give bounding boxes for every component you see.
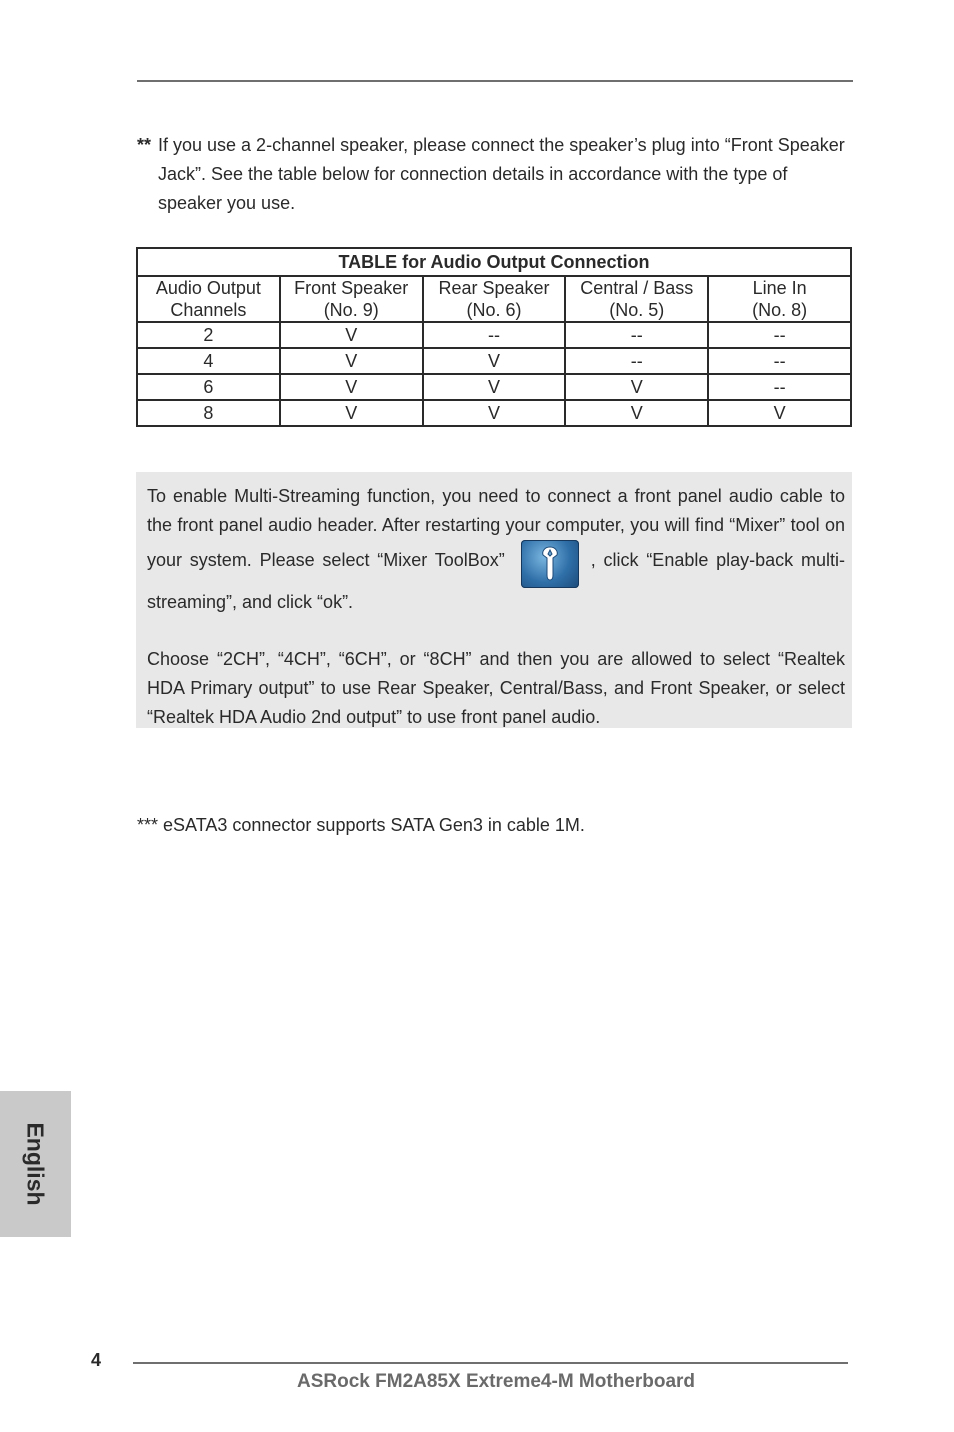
- table-cell: V: [708, 400, 851, 426]
- header-cell: Audio Output Channels: [137, 276, 280, 322]
- table-row: [137, 322, 851, 348]
- table-cell: 2: [137, 322, 280, 348]
- table-cell: V: [423, 348, 566, 374]
- table-cell: 4: [137, 348, 280, 374]
- table-cell: --: [708, 322, 851, 348]
- header-cell: Rear Speaker (No. 6): [423, 276, 566, 322]
- table-cell: --: [708, 374, 851, 400]
- table-cell: --: [565, 322, 708, 348]
- table-cell: V: [280, 348, 423, 374]
- esata-note: *** eSATA3 connector supports SATA Gen3 in cable 1M.: [137, 815, 585, 835]
- table-cell: 8: [137, 400, 280, 426]
- table-header-row: [137, 276, 851, 322]
- table-cell: --: [708, 348, 851, 374]
- mixer-toolbox-icon: [521, 540, 579, 588]
- table-row: [137, 348, 851, 374]
- table-cell: V: [565, 374, 708, 400]
- infobox-paragraph-1: To enable Multi-Streaming function, you need to connect a front panel audio cable to the front panel audio header. After restarting your computer, you will find “Mixer” tool on your system. Please select “Mixer ToolBox” , click “Enable play-back multi-streaming”, and click “ok”.: [147, 486, 845, 612]
- audio-output-table: [136, 247, 852, 427]
- table-row: [137, 374, 851, 400]
- header-cell: Central / Bass (No. 5): [565, 276, 708, 322]
- table-cell: V: [280, 322, 423, 348]
- note-text: If you use a 2-channel speaker, please connect the speaker’s plug into “Front Speaker Jack”. See the table below for connection details in accordance with the type of speaker you use.: [158, 135, 845, 213]
- table-cell: --: [565, 348, 708, 374]
- infobox-paragraph-2: Choose “2CH”, “4CH”, “6CH”, or “8CH” and then you are allowed to select “Realtek HDA Primary output” to use Rear Speaker, Central/Bass, and Front Speaker, or select “Realtek HDA Audio 2nd output” to use front panel audio.: [147, 649, 845, 727]
- table-cell: V: [565, 400, 708, 426]
- table-cell: V: [423, 374, 566, 400]
- language-side-tab: [0, 1091, 71, 1237]
- page-number: 4: [91, 1350, 102, 1370]
- bottom-divider: [133, 1362, 848, 1364]
- table-cell: --: [423, 322, 566, 348]
- multi-streaming-infobox: [136, 472, 852, 728]
- two-channel-note: [137, 131, 853, 218]
- top-divider: [137, 80, 853, 82]
- table-cell: V: [280, 400, 423, 426]
- header-cell: Front Speaker (No. 9): [280, 276, 423, 322]
- table-cell: V: [423, 400, 566, 426]
- footer-title: ASRock FM2A85X Extreme4-M Motherboard: [297, 1371, 696, 1392]
- table-cell: V: [280, 374, 423, 400]
- table-row: [137, 400, 851, 426]
- table-cell: 6: [137, 374, 280, 400]
- table-title: TABLE for Audio Output Connection: [137, 248, 851, 276]
- header-cell: Line In (No. 8): [708, 276, 851, 322]
- note-marker: **: [137, 135, 152, 155]
- language-label: English: [22, 1122, 49, 1206]
